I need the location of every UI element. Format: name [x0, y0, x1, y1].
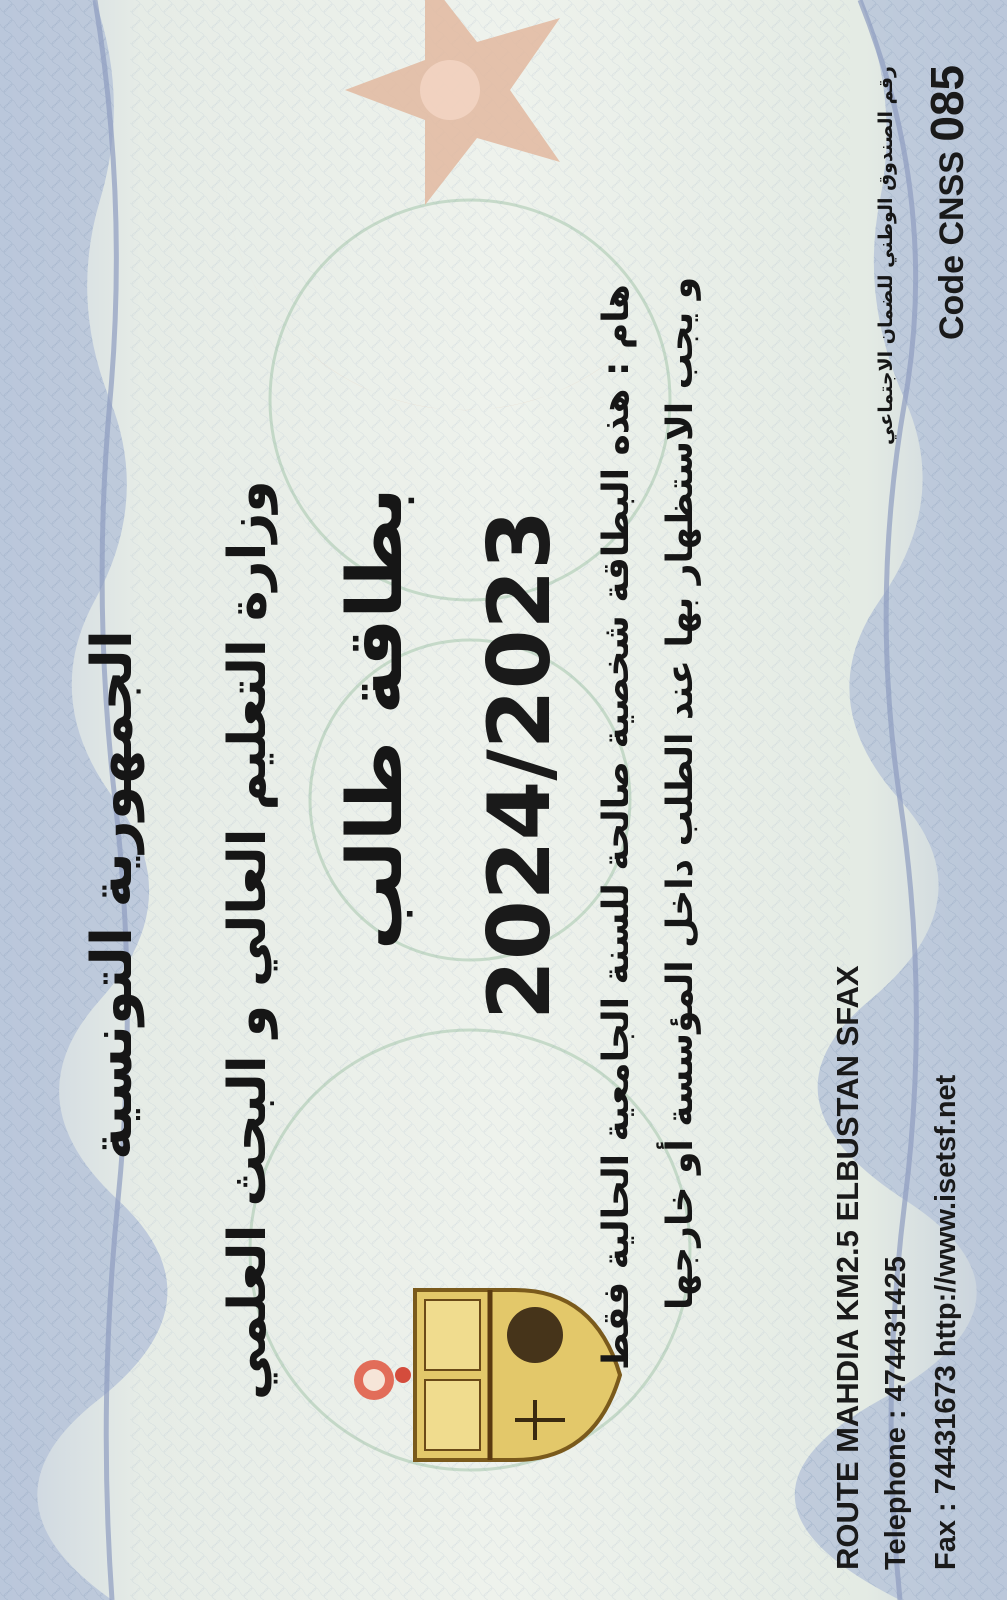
card-title: بطاقة طالب: [330, 487, 419, 950]
cnss-code-value: 085: [921, 64, 973, 142]
cnss-code: [920, 65, 974, 340]
telephone: Telephone : 474431425: [880, 1256, 912, 1570]
address: ROUTE MAHDIA KM2.5 ELBUSTAN SFAX: [830, 965, 865, 1570]
coat-of-arms-emblem: [395, 1270, 625, 1480]
flag-emblem: [352, 1358, 396, 1402]
republic-heading: الجمهورية التونسية: [80, 630, 145, 1160]
cnss-label-arabic: رقم الصندوق الوطني للضمان الاجتماعي: [875, 66, 897, 445]
fax-and-website: [930, 1075, 963, 1570]
academic-year: 2024/2023: [470, 509, 570, 1020]
validity-note-line-2: و يجب الاستظهار بها عند الطلب داخل المؤسسة أو خارجها: [660, 276, 701, 1310]
ministry-heading: وزارة التعليم العالي و البحث العلمي: [218, 480, 278, 1400]
cnss-code-label: Code CNSS: [933, 151, 971, 340]
website-link[interactable]: http://www.isetsf.net: [930, 1074, 962, 1358]
fax: Fax : 74431673: [930, 1365, 962, 1570]
validity-note-line-1: هام : هذه البطاقة شخصية صالحة للسنة الجامعية الحالية فقط: [596, 284, 637, 1370]
crescent-star-watermark: [215, 0, 715, 420]
